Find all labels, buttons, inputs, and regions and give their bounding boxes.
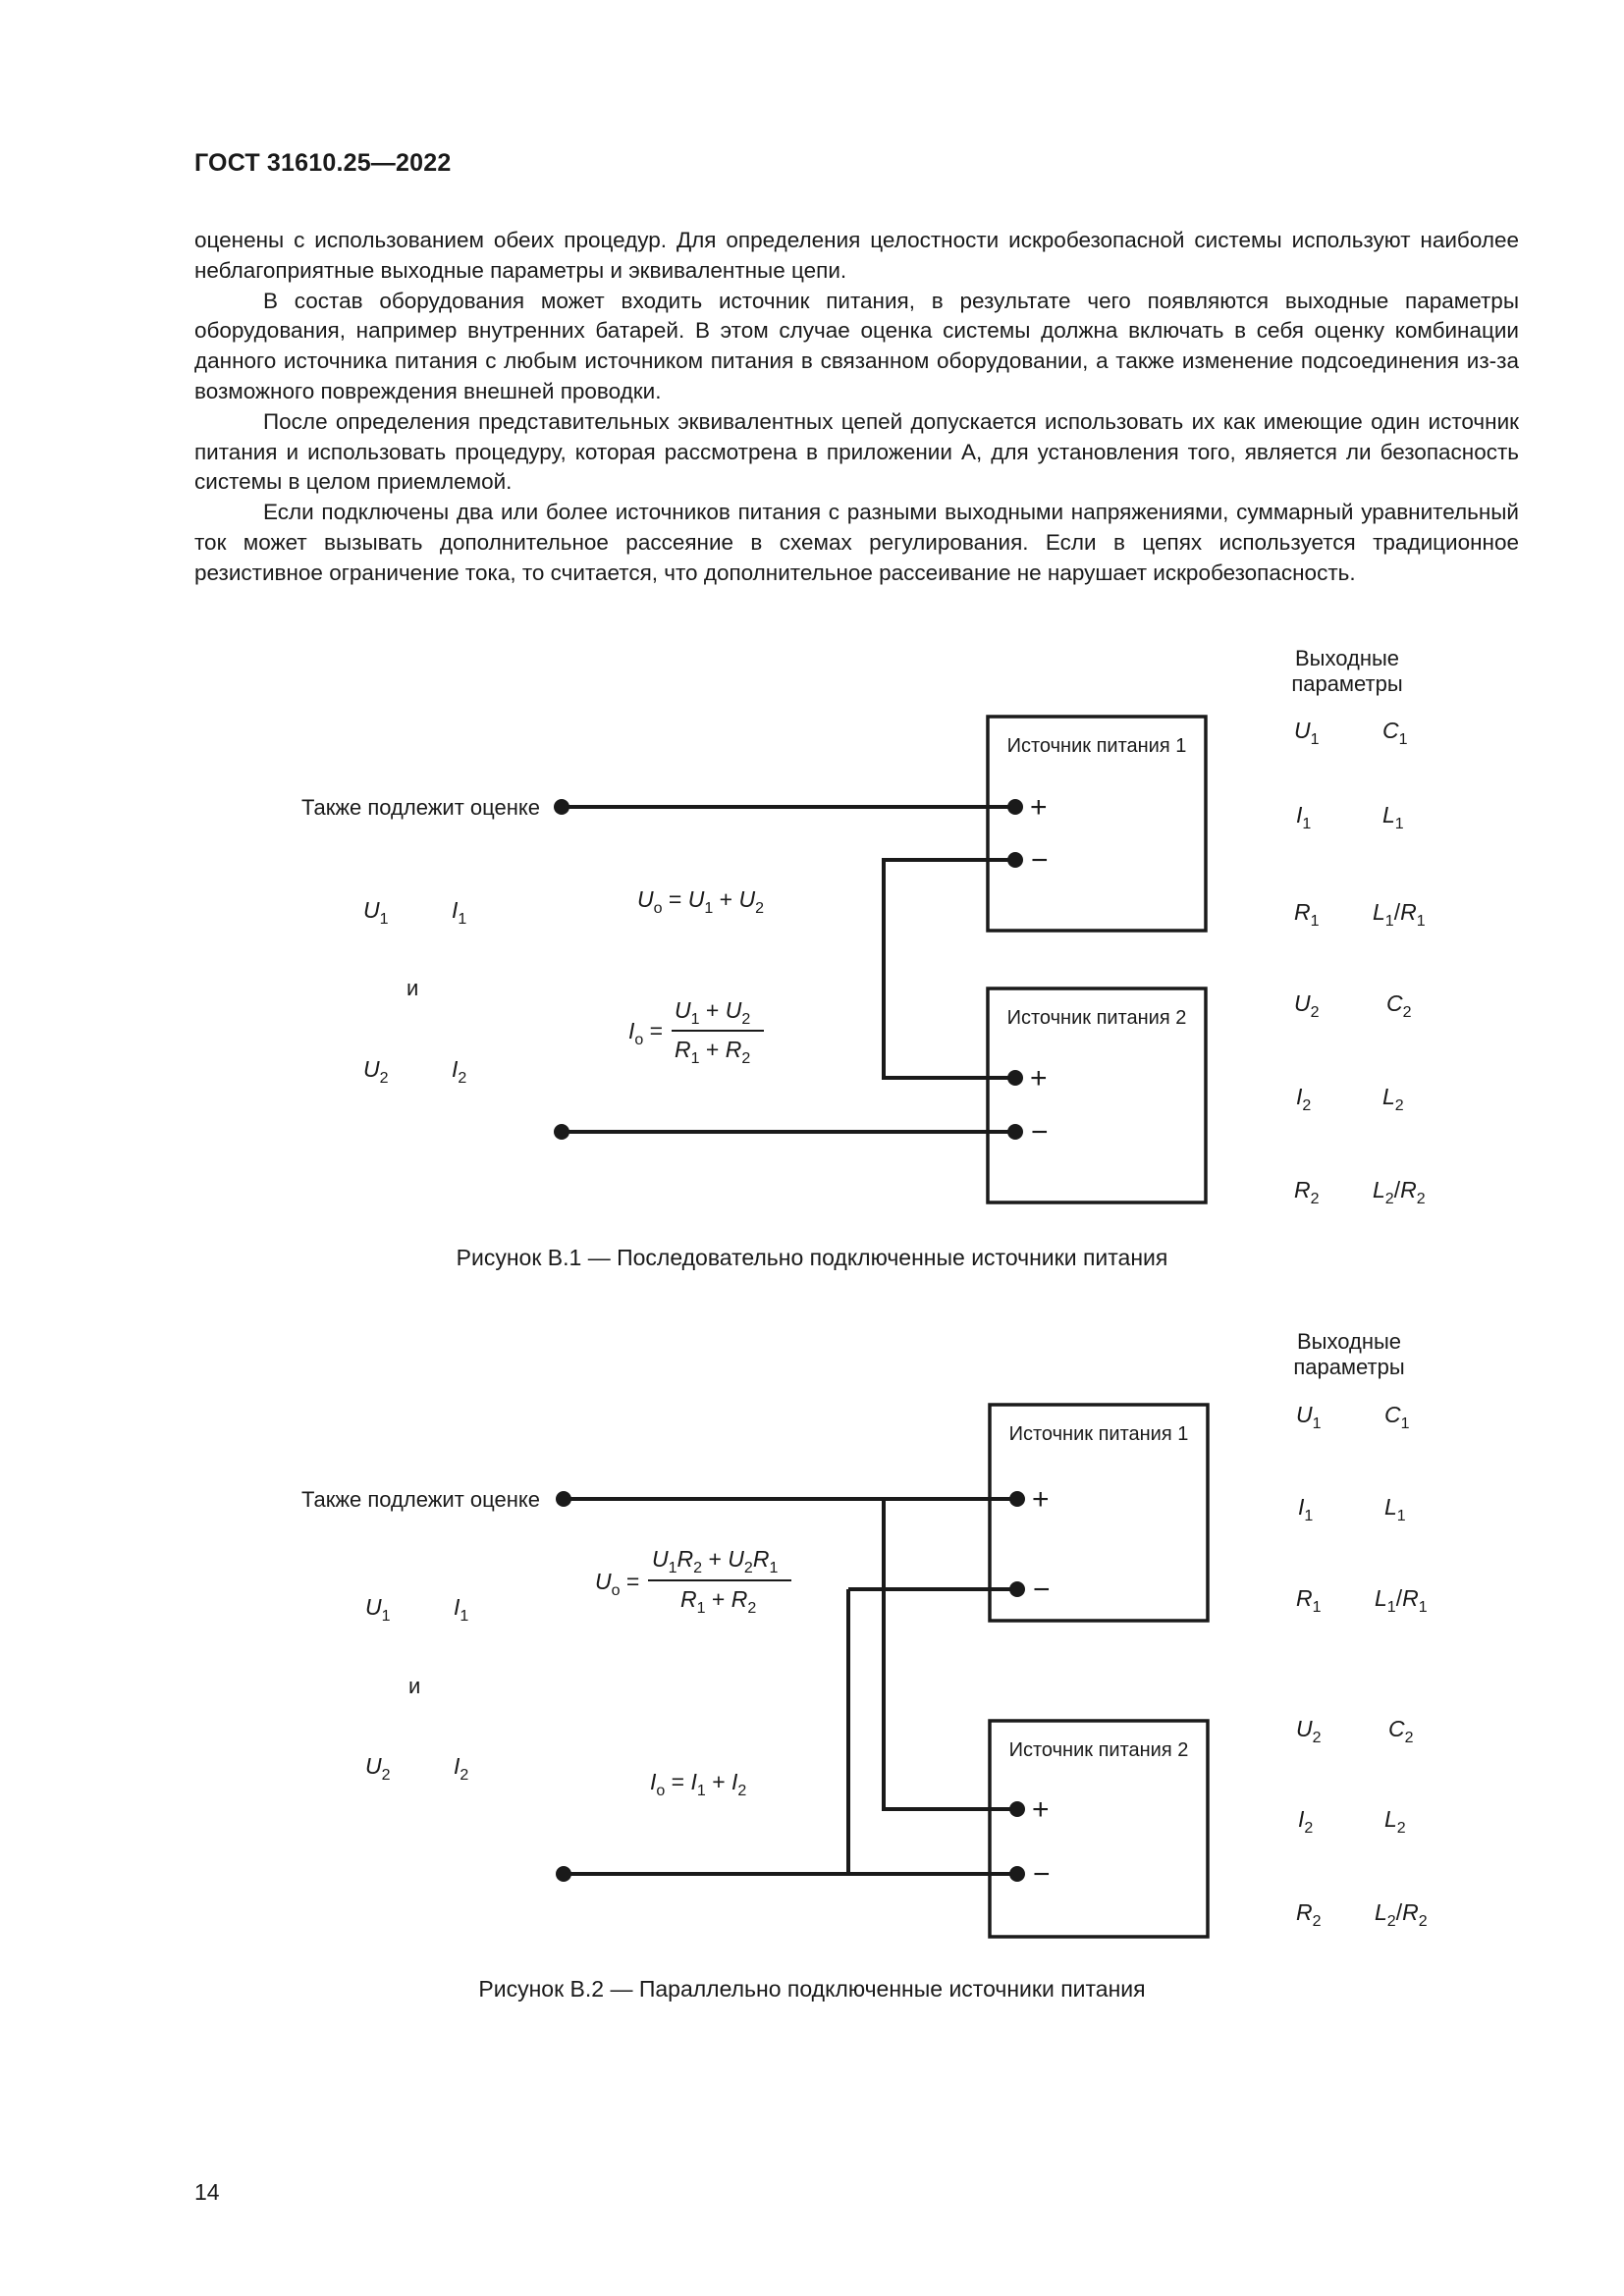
label-i1: $I_1$: [454, 1594, 469, 1625]
also-evaluate-label: Также подлежит оценке: [301, 1487, 540, 1512]
label-u1: $U_1$: [365, 1594, 391, 1625]
plus-sign: +: [1030, 1062, 1048, 1095]
paragraph: оценены с использованием обеих процедур. Для определения целостности искробезопасной системы используют наиболее неблагоприятные выходные параметры и эквивалентные цепи.: [194, 228, 1519, 283]
param-l2-r2: $L_2/R_2$: [1373, 1177, 1426, 1207]
terminal-dot: [1009, 1581, 1025, 1597]
param-i2: $I_2$: [1296, 1084, 1312, 1114]
terminal-dot: [554, 799, 569, 815]
plus-sign: +: [1030, 791, 1048, 824]
terminal-dot: [554, 1124, 569, 1140]
terminals: [554, 799, 1023, 1140]
formula-uo: $U_o = U_1 + U_2$: [637, 886, 765, 917]
param-r2: $R_2$: [1294, 1177, 1320, 1207]
paragraph: В состав оборудования может входить источник питания, в результате чего появляются выходные параметры оборудования, например внутренних батарей. В этом случае оценка системы должна включать в себя оценку комбинации данного источника питания с любым источником питания в связанном оборудовании, а также изменение подсоединения из-за возможного повреждения внешней проводки.: [194, 288, 1519, 403]
param-r2: $R_2$: [1296, 1899, 1322, 1930]
terminal-dot: [1007, 1124, 1023, 1140]
terminal-dot: [1009, 1866, 1025, 1882]
param-l1-r1: $L_1/R_1$: [1373, 899, 1426, 930]
param-r1: $R_1$: [1294, 899, 1320, 930]
param-c2: $C_2$: [1388, 1716, 1414, 1746]
label-u2: $U_2$: [363, 1056, 389, 1087]
param-i1: $I_1$: [1298, 1494, 1314, 1524]
param-i2: $I_2$: [1298, 1806, 1314, 1837]
terminal-dot: [1007, 852, 1023, 868]
formula-uo-denominator: $R_1 + R_2$: [680, 1586, 757, 1617]
param-l2: $L_2$: [1384, 1806, 1406, 1837]
output-params-list: [1296, 1402, 1428, 1930]
terminal-dot: [1007, 799, 1023, 815]
formula-uo-left: $U_o$ =: [595, 1569, 640, 1599]
power-source-1-label: Источник питания 1: [1006, 735, 1187, 757]
page-number: 14: [194, 2179, 220, 2205]
param-l2-r2: $L_2/R_2$: [1375, 1899, 1428, 1930]
output-params-title-line1: Выходные: [1294, 646, 1400, 670]
param-r1: $R_1$: [1296, 1585, 1322, 1616]
wiring: [564, 1499, 1017, 1874]
minus-sign: −: [1031, 844, 1049, 877]
param-l1: $L_1$: [1384, 1494, 1406, 1524]
terminals: [556, 1491, 1025, 1882]
param-c1: $C_1$: [1384, 1402, 1410, 1432]
param-i1: $I_1$: [1296, 802, 1312, 832]
label-u2: $U_2$: [365, 1753, 391, 1784]
terminal-dot: [1009, 1491, 1025, 1507]
formula-io-numerator: $U_1 + U_2$: [675, 997, 751, 1028]
param-u2: $U_2$: [1294, 990, 1320, 1021]
param-l2: $L_2$: [1382, 1084, 1404, 1114]
label-i2: $I_2$: [454, 1753, 469, 1784]
param-u2: $U_2$: [1296, 1716, 1322, 1746]
and-label: и: [406, 976, 419, 1000]
param-u1: $U_1$: [1294, 718, 1320, 748]
param-u1: $U_1$: [1296, 1402, 1322, 1432]
power-source-1-label: Источник питания 1: [1008, 1423, 1189, 1445]
power-source-2-label: Источник питания 2: [1008, 1739, 1189, 1761]
minus-sign: −: [1031, 1116, 1049, 1148]
formula-io-left: $I_o$ =: [628, 1018, 664, 1048]
wiring: [562, 807, 1015, 1132]
output-params-title-line1: Выходные: [1296, 1329, 1402, 1354]
standard-header: ГОСТ 31610.25—2022: [194, 149, 452, 177]
terminal-dot: [556, 1491, 571, 1507]
paragraph: После определения представительных эквивалентных цепей допускается использовать их как имеющие один источник питания и использовать процедуру, которая рассмотрена в приложении А, для установления того, является ли безопасность системы в целом приемлемой.: [194, 408, 1519, 495]
series-circuit-diagram: [0, 628, 1624, 1296]
minus-sign: −: [1033, 1858, 1051, 1891]
output-params-title-line2: параметры: [1293, 1355, 1405, 1379]
param-c2: $C_2$: [1386, 990, 1412, 1021]
label-i1: $I_1$: [452, 897, 467, 928]
plus-sign: +: [1032, 1793, 1050, 1826]
minus-sign: −: [1033, 1574, 1051, 1606]
formula-io: [628, 997, 764, 1067]
terminal-dot: [556, 1866, 571, 1882]
figure-parallel-sources: [0, 1320, 1624, 2027]
param-c1: $C_1$: [1382, 718, 1408, 748]
label-u1: $U_1$: [363, 897, 389, 928]
plus-sign: +: [1032, 1483, 1050, 1516]
also-evaluate-label: Также подлежит оценке: [301, 795, 540, 820]
formula-io-denominator: $R_1 + R_2$: [675, 1037, 751, 1067]
formula-io: $I_o = I_1 + I_2$: [650, 1769, 747, 1799]
figure-caption: Рисунок В.1 — Последовательно подключенные источники питания: [456, 1245, 1168, 1270]
body-text: [194, 226, 1519, 589]
figure-caption: Рисунок В.2 — Параллельно подключенные источники питания: [478, 1976, 1146, 2002]
parallel-circuit-diagram: [0, 1320, 1624, 2027]
output-params-list: [1294, 718, 1426, 1207]
param-l1-r1: $L_1/R_1$: [1375, 1585, 1428, 1616]
output-params-title-line2: параметры: [1291, 671, 1403, 696]
and-label: и: [408, 1674, 421, 1698]
formula-uo: [595, 1546, 791, 1617]
label-i2: $I_2$: [452, 1056, 467, 1087]
paragraph: Если подключены два или более источников питания с разными выходными напряжениями, суммарный уравнительный ток может вызывать дополнительное рассеяние в схемах регулирования. Если в цепях используется традиционное резистивное ограничение тока, то считается, что дополнительное рассеивание не нарушает искробезопасность.: [194, 500, 1519, 585]
terminal-dot: [1007, 1070, 1023, 1086]
param-l1: $L_1$: [1382, 802, 1404, 832]
terminal-dot: [1009, 1801, 1025, 1817]
figure-series-sources: [0, 628, 1624, 1296]
formula-uo-numerator: $U_1R_2 + U_2R_1$: [652, 1546, 779, 1576]
power-source-2-label: Источник питания 2: [1006, 1007, 1187, 1029]
